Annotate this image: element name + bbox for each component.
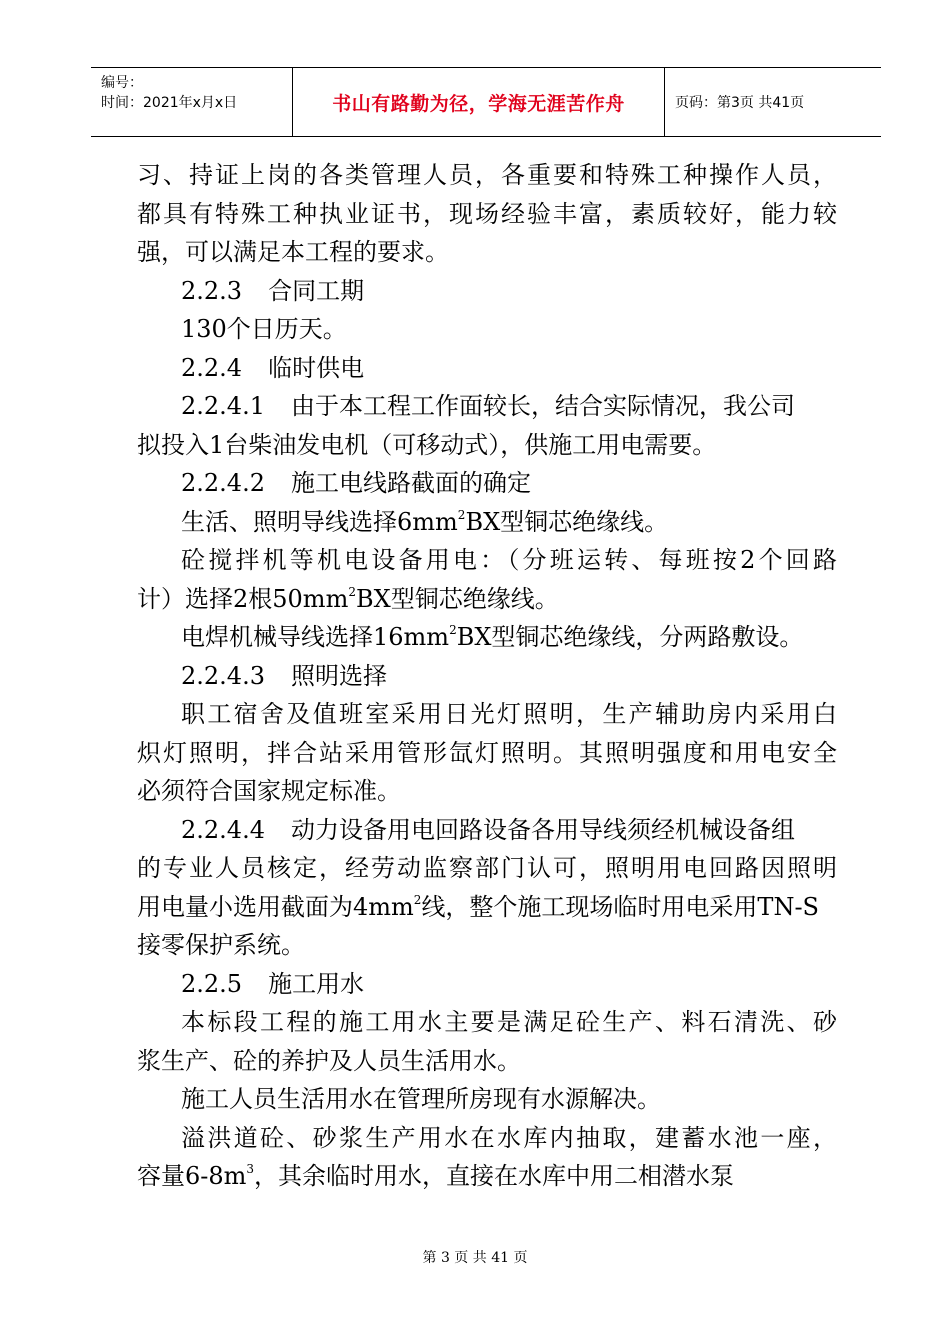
paragraph-line	[137, 580, 837, 619]
paragraph-line: 溢洪道砼、砂浆生产用水在水库内抽取，建蓄水池一座，	[181, 1123, 837, 1152]
paragraph-line: 习、持证上岗的各类管理人员，各重要和特殊工种操作人员，	[137, 161, 837, 189]
header-motto-cell	[293, 68, 665, 136]
section-heading-2-2-4-1	[137, 387, 837, 426]
paragraph-line: 浆生产、砼的养护及人员生活用水。	[137, 1046, 521, 1075]
section-heading-2-2-4-4	[137, 811, 837, 850]
paragraph-line: 施工人员生活用水在管理所房现有水源解决。	[181, 1085, 661, 1113]
paragraph-line	[137, 888, 837, 927]
text-run: 线，整个施工现场临时用电采用TN-S	[421, 892, 819, 921]
page-label: 页码：第3页 共41页	[675, 95, 805, 111]
superscript: 2	[413, 892, 422, 907]
text-run: BX型铜芯绝缘线，分两路敷设。	[456, 623, 804, 651]
time-label: 时间：2021年x月x日	[101, 95, 238, 111]
paragraph-line: 炽灯照明，拌合站采用管形氙灯照明。其照明强度和用电安全	[137, 738, 837, 767]
text-run: BX型铜芯绝缘线。	[465, 507, 669, 536]
superscript: 2	[457, 507, 466, 522]
paragraph-line: 必须符合国家规定标准。	[137, 777, 401, 805]
number-label: 编号：	[101, 75, 143, 91]
header-page-cell	[665, 68, 881, 136]
section-title: 施工电线路截面的确定	[290, 469, 531, 497]
document-body	[137, 156, 837, 1196]
paragraph-line: 的专业人员核定，经劳动监察部门认可，照明用电回路因照明	[137, 854, 837, 882]
page-footer: 第 3 页 共 41 页	[422, 1250, 528, 1266]
paragraph-line: 本标段工程的施工用水主要是满足砼生产、料石清洗、砂	[181, 1008, 837, 1036]
text-run: 电焊机械导线选择16mm	[181, 623, 450, 651]
paragraph-line	[137, 503, 837, 542]
paragraph-text: 动力设备用电回路设备各用导线须经机械设备组	[290, 815, 795, 844]
text-run: 生活、照明导线选择6mm	[181, 507, 458, 536]
section-title: 合同工期	[268, 276, 365, 305]
text-run: 容量6-8m	[137, 1162, 247, 1190]
section-heading-2-2-5	[137, 965, 837, 1004]
text-run: 用电量小选用截面为4mm	[137, 892, 414, 921]
superscript: 3	[246, 1162, 255, 1176]
section-heading-2-2-4-2	[137, 464, 837, 503]
section-heading-2-2-4	[137, 349, 837, 388]
paragraph-text: 由于本工程工作面较长，结合实际情况，我公司	[290, 392, 795, 420]
paragraph-line	[137, 618, 837, 657]
paragraph-line	[137, 1157, 837, 1196]
motto: 书山有路勤为径，学海无涯苦作舟	[332, 92, 625, 115]
section-number: 2.2.5	[181, 969, 243, 998]
header-meta	[91, 68, 293, 136]
section-number: 2.2.4.4	[181, 815, 265, 844]
section-title: 照明选择	[290, 661, 387, 690]
paragraph-line: 砼搅拌机等机电设备用电：（分班运转、每班按2个回路	[181, 546, 837, 574]
section-number: 2.2.4	[181, 353, 243, 382]
superscript: 2	[348, 584, 356, 599]
paragraph-line: 强，可以满足本工程的要求。	[137, 238, 449, 266]
paragraph-line: 130个日历天。	[181, 315, 347, 343]
text-run: ，其余临时用水，直接在水库中用二相潜水泵	[254, 1162, 735, 1190]
section-number: 2.2.4.3	[181, 661, 265, 690]
section-heading-2-2-3	[137, 272, 837, 311]
section-number: 2.2.4.1	[181, 392, 265, 420]
section-number: 2.2.4.2	[181, 469, 265, 497]
section-title: 临时供电	[268, 353, 365, 382]
section-heading-2-2-4-3	[137, 657, 837, 696]
text-run: BX型铜芯绝缘线。	[355, 584, 559, 613]
paragraph-line: 职工宿舍及值班室采用日光灯照明，生产辅助房内采用白	[181, 700, 837, 728]
document-header	[91, 67, 881, 137]
paragraph-line: 都具有特殊工种执业证书，现场经验丰富，素质较好，能力较	[137, 199, 837, 228]
paragraph-line: 接零保护系统。	[137, 931, 305, 959]
paragraph-line: 拟投入1台柴油发电机（可移动式），供施工用电需要。	[137, 430, 717, 459]
section-title: 施工用水	[268, 969, 365, 998]
superscript: 2	[449, 623, 457, 637]
text-run: 计）选择2根50mm	[137, 584, 349, 613]
section-number: 2.2.3	[181, 276, 243, 305]
